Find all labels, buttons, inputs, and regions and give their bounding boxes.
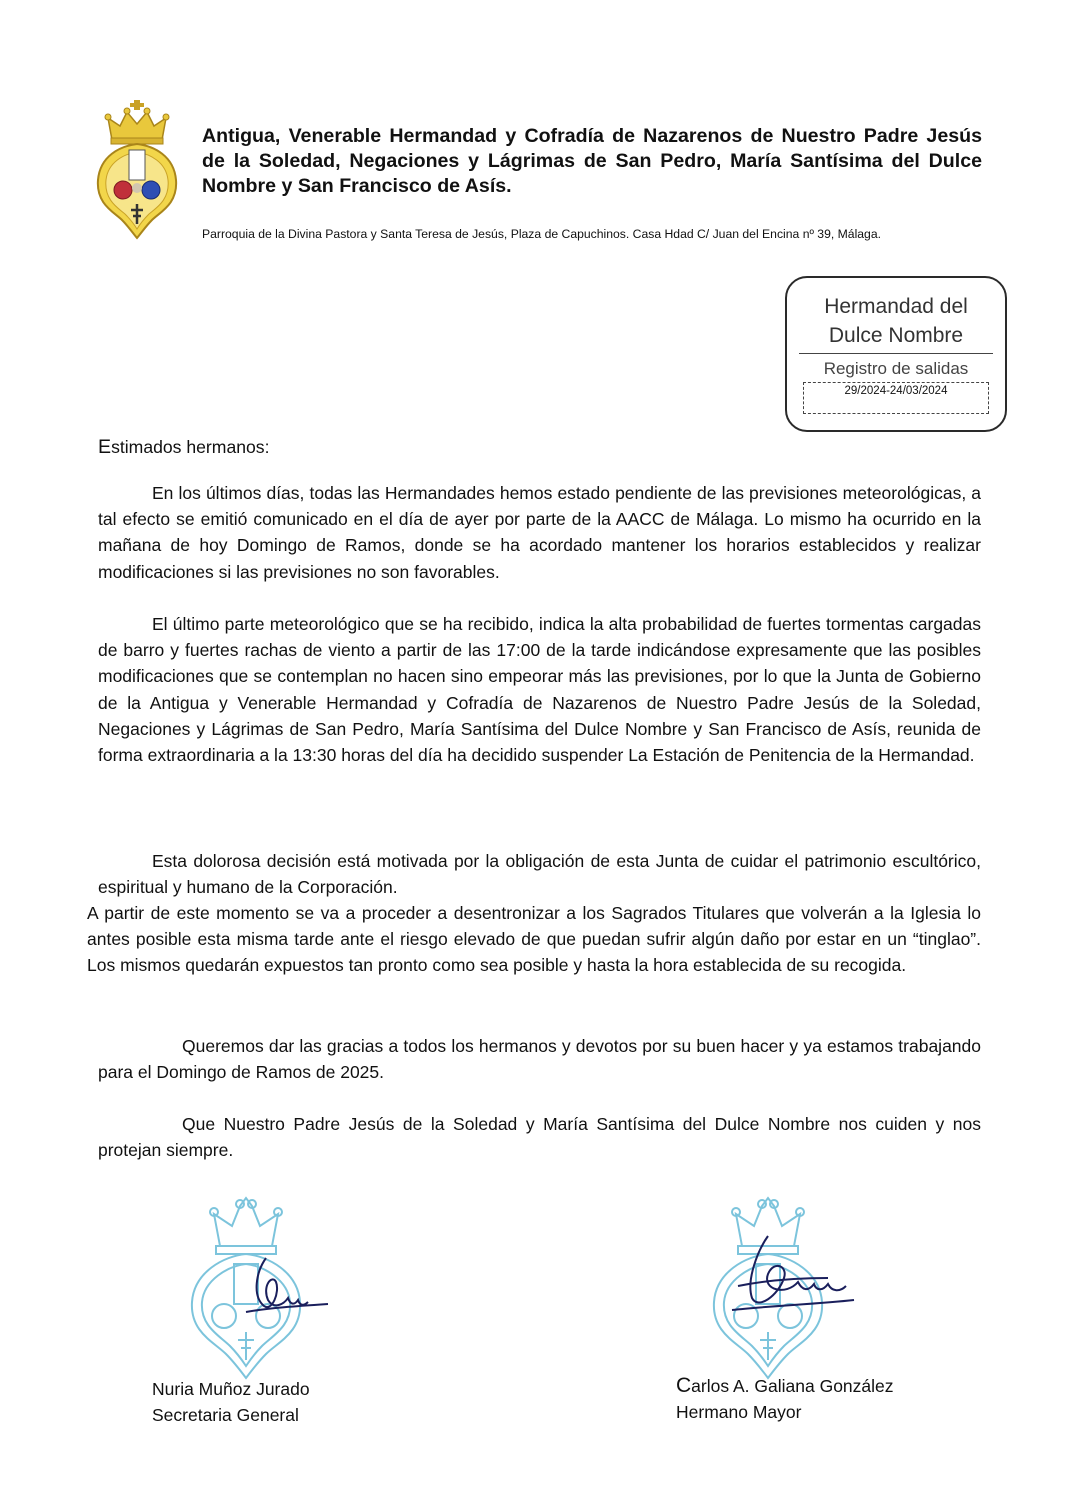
signatory-right-role: Hermano Mayor	[676, 1402, 802, 1422]
stamp-divider	[799, 353, 993, 354]
paragraph-4: A partir de este momento se va a proceder a desentronizar a los Sagrados Titulares que volverán a la Iglesia lo antes posible esta misma tarde ante el riesgo elevado de que puedan sufrir algún daño por estar en un “tinglao”. Los mismos quedarán expuestos tan pronto como sea posible y hasta la hora establecida de su recogida.	[87, 903, 981, 976]
brotherhood-name-heading: Antigua, Venerable Hermandad y Cofradía de Nazarenos de Nuestro Padre Jesús de la Soledad, Negaciones y Lágrimas de San Pedro, María Santísima del Dulce Nombre y San Francisco de Asís.	[202, 125, 982, 197]
registry-stamp	[785, 276, 1007, 432]
signature-right	[728, 1226, 856, 1318]
brotherhood-crest-logo	[94, 100, 180, 240]
greeting-text: stimados hermanos:	[111, 437, 270, 457]
stamp-title	[787, 292, 1005, 350]
address-line: Parroquia de la Divina Pastora y Santa Teresa de Jesús, Plaza de Capuchinos. Casa Hdad C/ Juan del Encina nº 39, Málaga.	[202, 227, 881, 241]
letter-greeting	[98, 436, 270, 459]
paragraph-3: Esta dolorosa decisión está motivada por la obligación de esta Junta de cuidar el patrimonio escultórico, espiritual y humano de la Corporación.	[98, 851, 981, 898]
paragraph-1: En los últimos días, todas las Hermandades hemos estado pendiente de las previsiones meteorológicas, a tal efecto se emitió comunicado en el día de ayer por parte de la AACC de Málaga. Lo mismo ha ocurrido en la mañana de hoy Domingo de Ramos, donde se ha acordado mantener los horarios establecidos y realizar modificaciones si las previsiones no son favorables.	[98, 483, 981, 582]
signatory-left-name: Nuria Muñoz Jurado	[152, 1379, 310, 1399]
signatory-right-name-rest: arlos A. Galiana González	[691, 1376, 894, 1396]
crown-icon	[105, 100, 169, 144]
paragraph-2: El último parte meteorológico que se ha recibido, indica la alta probabilidad de fuertes tormentas cargadas de barro y fuertes rachas de viento a partir de las 17:00 de la tarde indicándose expresamente que las posibles modificaciones que se contemplan no hacen sino empeorar más las previsiones, por lo que la Junta de Gobierno de la Antigua y Venerable Hermandad y Cofradía de Nazarenos de Nuestro Padre Jesús de la Soledad, Negaciones y Lágrimas de San Pedro, María Santísima del Dulce Nombre y San Francisco de Asís, reunida de forma extraordinaria a la 13:30 horas del día ha decidido suspender La Estación de Penitencia de la Hermandad.	[98, 614, 981, 766]
stamp-title-line-1: Hermandad del	[824, 295, 968, 318]
signatory-right	[676, 1373, 894, 1425]
stamp-registry-number: 29/2024-24/03/2024	[803, 382, 989, 414]
signatory-left	[152, 1376, 310, 1428]
signatory-right-name	[676, 1373, 894, 1399]
stamp-registry-label: Registro de salidas	[823, 359, 969, 378]
signatory-left-role: Secretaria General	[152, 1405, 299, 1425]
stamp-title-line-2: Dulce Nombre	[828, 324, 964, 347]
paragraph-5: Queremos dar las gracias a todos los hermanos y devotos por su buen hacer y ya estamos trabajando para el Domingo de Ramos de 2025.	[98, 1036, 981, 1083]
signature-left	[238, 1252, 330, 1324]
paragraph-6: Que Nuestro Padre Jesús de la Soledad y María Santísima del Dulce Nombre nos cuiden y nos protejan siempre.	[98, 1114, 981, 1161]
greeting-initial: E	[98, 436, 112, 458]
signatory-right-name-initial: C	[676, 1374, 692, 1397]
